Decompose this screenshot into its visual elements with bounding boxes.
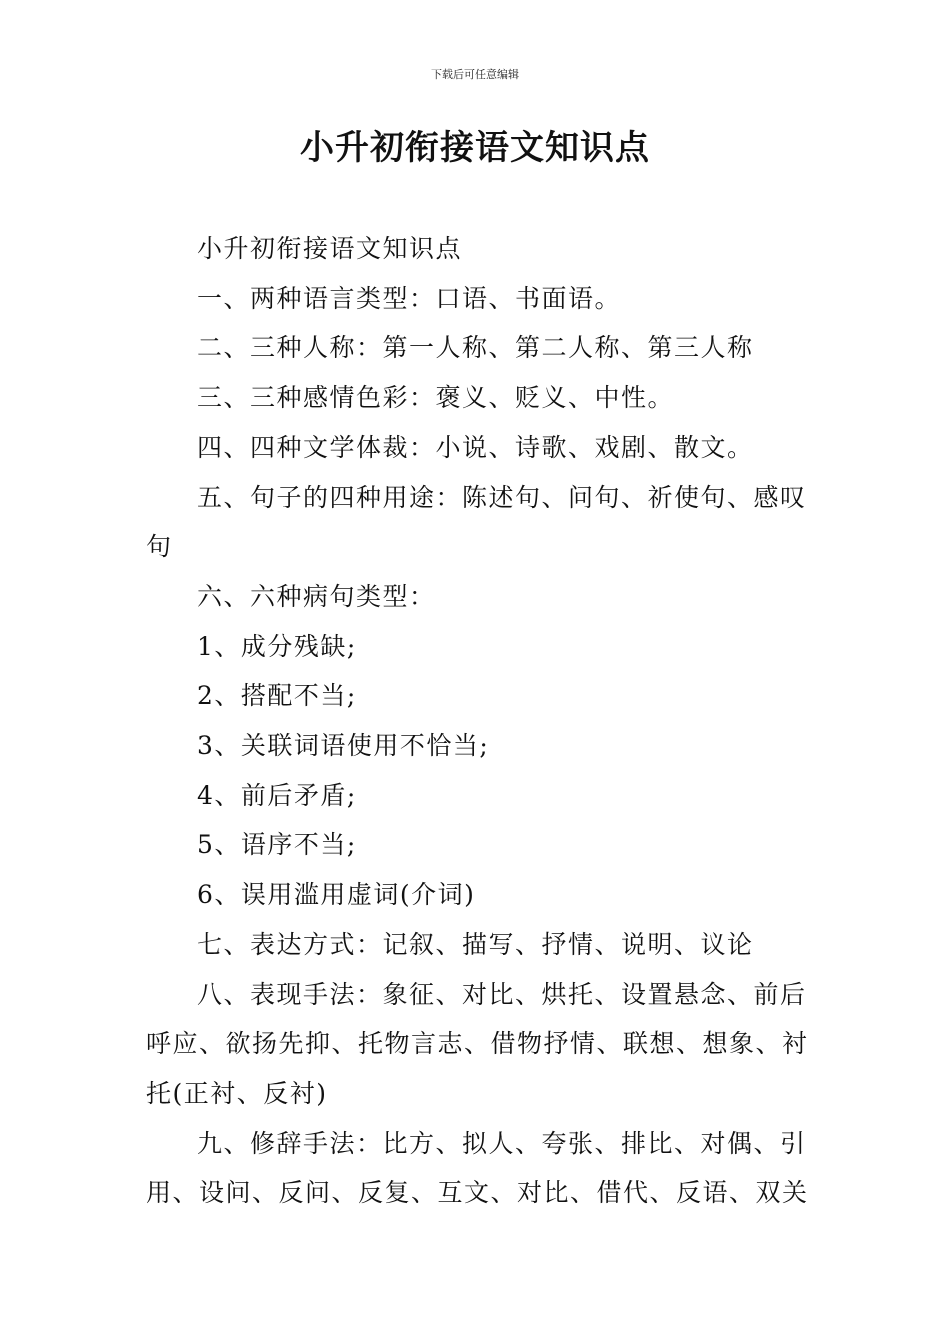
paragraph-faulty-sentence-types: 六、六种病句类型： [197, 581, 436, 611]
paragraph-subtitle: 小升初衔接语文知识点 [197, 234, 463, 263]
paragraph-sentence-uses: 五、句子的四种用途：陈述句、问句、祈使句、感叹句 [146, 482, 807, 562]
paragraph-techniques: 八、表现手法：象征、对比、烘托、设置悬念、前后呼应、欲扬先抑、托物言志、借物抒情、联想、想象、衬托(正衬、反衬) [146, 979, 809, 1108]
list-item: 1、成分残缺; [197, 631, 357, 661]
paragraph-expression-modes: 七、表达方式：记叙、描写、抒情、说明、议论 [197, 929, 754, 959]
list-item: 6、误用滥用虚词(介词) [197, 880, 476, 910]
list-item: 5、语序不当; [197, 830, 357, 860]
paragraph-language-types: 一、两种语言类型：口语、书面语。 [197, 283, 622, 313]
document-body [146, 224, 810, 1218]
list-item: 2、搭配不当; [197, 681, 357, 711]
page-header: 下载后可任意编辑 [431, 68, 519, 81]
paragraph-rhetorical-devices: 九、修辞手法：比方、拟人、夸张、排比、对偶、引用、设问、反问、反复、互文、对比、借代、反语、双关 [146, 1128, 809, 1208]
paragraph-persons: 二、三种人称：第一人称、第二人称、第三人称 [197, 333, 754, 363]
paragraph-literary-genres: 四、四种文学体裁：小说、诗歌、戏剧、散文。 [197, 432, 754, 462]
list-item: 3、关联词语使用不恰当; [197, 731, 490, 761]
document-title: 小升初衔接语文知识点 [300, 128, 650, 168]
paragraph-emotional-colors: 三、三种感情色彩：褒义、贬义、中性。 [197, 383, 675, 413]
list-item: 4、前后矛盾; [197, 780, 357, 810]
